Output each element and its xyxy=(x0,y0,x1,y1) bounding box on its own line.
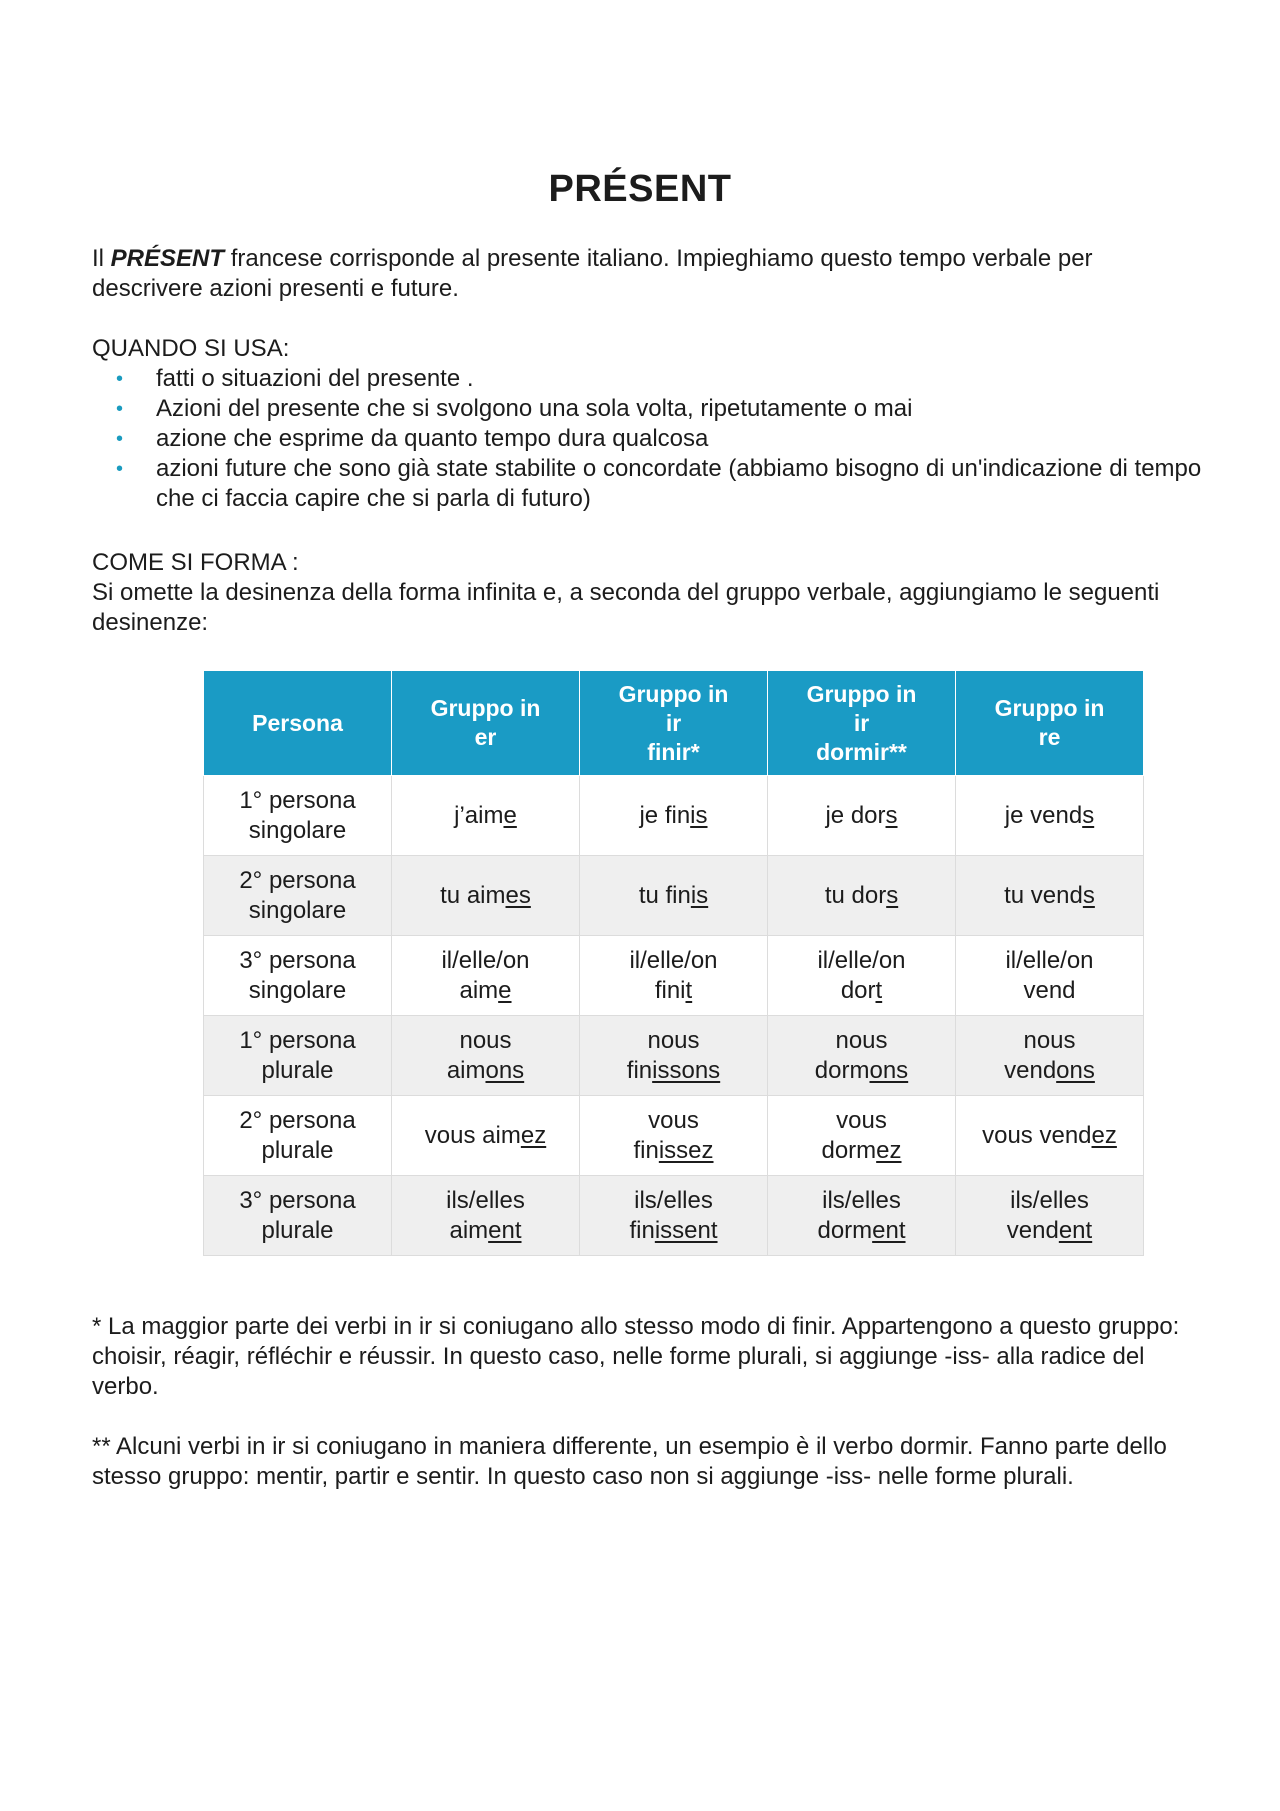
conjugation-line xyxy=(586,1056,761,1086)
column-header xyxy=(392,671,580,776)
table-row xyxy=(204,1096,1144,1176)
formation-section xyxy=(92,548,1202,638)
verb-stem: aim xyxy=(459,976,499,1004)
conjugation-line xyxy=(398,881,573,911)
verb-stem: fin xyxy=(629,1216,655,1244)
conjugation-line xyxy=(774,946,949,976)
footnote-dormir: ** Alcuni verbi in ir si coniugano in maniera differente, un esempio è il verbo dormir. Fanno parte dello stesso gruppo: mentir, partir e sentir. In questo caso non si aggiunge -iss- nelle forme plurali. xyxy=(92,1433,1167,1490)
verb-stem: aim xyxy=(446,1056,486,1084)
table-row xyxy=(204,936,1144,1016)
bullet-icon: • xyxy=(116,398,124,420)
verb-ending: t xyxy=(875,976,883,1004)
verb-ending: e xyxy=(503,801,517,829)
verb-stem: ils/elles xyxy=(634,1186,713,1214)
verb-ending: ent xyxy=(1058,1216,1093,1244)
bullet-icon: • xyxy=(116,428,124,450)
persona-cell xyxy=(204,856,392,936)
verb-ending: ez xyxy=(520,1121,547,1149)
conjugation-cell xyxy=(392,1016,580,1096)
persona-cell xyxy=(204,936,392,1016)
conjugation-line xyxy=(774,1186,949,1216)
conjugation-cell xyxy=(392,936,580,1016)
verb-stem: ils/elles xyxy=(446,1186,525,1214)
verb-stem: il/elle/on xyxy=(629,946,718,974)
verb-ending: s xyxy=(885,801,898,829)
verb-ending: s xyxy=(1082,801,1095,829)
conjugation-line xyxy=(586,1216,761,1246)
conjugation-line xyxy=(398,1056,573,1086)
verb-stem: fin xyxy=(626,1056,653,1084)
conjugation-cell xyxy=(956,1016,1144,1096)
list-item xyxy=(92,424,1202,454)
usage-item-text: azione che esprime da quanto tempo dura qualcosa xyxy=(156,425,709,452)
intro-line-1 xyxy=(92,244,1202,274)
conjugation-line xyxy=(586,801,761,831)
conjugation-line xyxy=(586,946,761,976)
formation-heading: COME SI FORMA : xyxy=(92,549,299,576)
conjugation-line xyxy=(398,1026,573,1056)
conjugation-line xyxy=(774,976,949,1006)
conjugation-table xyxy=(203,670,1144,1256)
verb-stem: fin xyxy=(633,1136,659,1164)
persona-line: plurale xyxy=(261,1216,334,1244)
verb-ending: e xyxy=(498,976,512,1004)
verb-stem: vend xyxy=(1004,1056,1057,1084)
conjugation-line xyxy=(586,1026,761,1056)
conjugation-line xyxy=(962,1121,1137,1151)
conjugation-line xyxy=(398,1186,573,1216)
list-item xyxy=(92,454,1202,514)
table-row xyxy=(204,1016,1144,1096)
verb-stem: je vend xyxy=(1004,801,1083,829)
conjugation-line xyxy=(398,1216,573,1246)
persona-line: singolare xyxy=(248,816,347,844)
column-header-line: Gruppo in xyxy=(618,680,729,707)
persona-line: 2° persona xyxy=(239,866,356,894)
conjugation-line xyxy=(774,1106,949,1136)
column-header-line: Gruppo in xyxy=(994,695,1105,721)
column-header xyxy=(768,671,956,776)
usage-list xyxy=(92,364,1202,514)
verb-stem: il/elle/on xyxy=(817,946,906,974)
usage-item-text: Azioni del presente che si svolgono una sola volta, ripetutamente o mai xyxy=(156,395,913,422)
persona-line: 2° persona xyxy=(239,1106,356,1134)
verb-ending: ons xyxy=(1056,1056,1095,1084)
conjugation-line xyxy=(774,1216,949,1246)
conjugation-cell xyxy=(580,776,768,856)
verb-ending: ez xyxy=(1091,1121,1117,1149)
usage-item-text: azioni future che sono già state stabilite o concordate (abbiamo bisogno di un'indicazione di tempo che ci faccia capire che si parla di futuro) xyxy=(156,455,1202,512)
column-header-line: Gruppo in xyxy=(806,680,917,707)
conjugation-line xyxy=(586,1186,761,1216)
conjugation-line xyxy=(774,1136,949,1166)
intro-paragraph xyxy=(92,244,1202,304)
verb-stem: je fin xyxy=(639,801,691,829)
verb-stem: j’aim xyxy=(454,801,504,829)
column-header-line: finir* xyxy=(647,738,700,765)
conjugation-cell xyxy=(768,856,956,936)
conjugation-line xyxy=(962,1026,1137,1056)
column-header-line: re xyxy=(1038,724,1061,750)
list-item xyxy=(92,364,1202,394)
persona-cell xyxy=(204,1016,392,1096)
persona-line: singolare xyxy=(248,976,347,1004)
column-header-line: Gruppo in xyxy=(430,695,541,721)
conjugation-line xyxy=(586,1106,761,1136)
conjugation-cell xyxy=(392,1096,580,1176)
table-row xyxy=(204,856,1144,936)
verb-stem: dor xyxy=(840,976,876,1004)
verb-ending: ons xyxy=(485,1056,525,1084)
verb-stem: tu fin xyxy=(638,881,691,909)
conjugation-line xyxy=(774,1056,949,1086)
verb-stem: vous vend xyxy=(982,1121,1092,1149)
persona-cell xyxy=(204,1096,392,1176)
conjugation-line xyxy=(962,1186,1137,1216)
formation-text: Si omette la desinenza della forma infinita e, a seconda del gruppo verbale, aggiungiamo le seguenti desinenze: xyxy=(92,579,1160,636)
conjugation-line xyxy=(962,801,1137,831)
verb-stem: fini xyxy=(654,976,686,1004)
persona-line: 3° persona xyxy=(239,1186,356,1214)
persona-cell xyxy=(204,1176,392,1256)
verb-ending: ent xyxy=(872,1216,906,1244)
verb-ending: ons xyxy=(869,1056,909,1084)
conjugation-cell xyxy=(768,1176,956,1256)
column-header-line: dormir** xyxy=(816,738,907,765)
conjugation-line xyxy=(962,1056,1137,1086)
conjugation-line xyxy=(962,881,1137,911)
conjugation-cell xyxy=(956,936,1144,1016)
verb-ending: is xyxy=(690,801,708,829)
conjugation-line xyxy=(586,881,761,911)
verb-stem: vous xyxy=(648,1106,699,1134)
table-row xyxy=(204,1176,1144,1256)
intro-line-1-rest: francese corrisponde al presente italiano. Impieghiamo questo tempo verbale per xyxy=(224,245,1093,272)
verb-stem: ils/elles xyxy=(1010,1186,1089,1214)
conjugation-cell xyxy=(768,1016,956,1096)
verb-stem: nous xyxy=(835,1026,888,1054)
verb-stem: dorm xyxy=(814,1056,870,1084)
verb-ending: ent xyxy=(488,1216,522,1244)
page-title: PRÉSENT xyxy=(548,168,732,210)
conjugation-line xyxy=(586,976,761,1006)
verb-stem: nous xyxy=(1023,1026,1076,1054)
column-header xyxy=(956,671,1144,776)
conjugation-cell xyxy=(392,1176,580,1256)
verb-stem: je dor xyxy=(825,801,886,829)
table-row xyxy=(204,776,1144,856)
conjugation-cell xyxy=(768,936,956,1016)
intro-emphasis: PRÉSENT xyxy=(110,245,225,272)
table-body xyxy=(204,776,1144,1256)
conjugation-line xyxy=(398,1121,573,1151)
conjugation-cell xyxy=(580,1176,768,1256)
verb-ending: issez xyxy=(658,1136,714,1164)
persona-line: plurale xyxy=(261,1056,334,1084)
conjugation-cell xyxy=(956,776,1144,856)
footnote-finir: * La maggior parte dei verbi in ir si coniugano allo stesso modo di finir. Appartengono a questo gruppo: choisir, réagir, réfléchir e réussir. In questo caso, nelle forme plurali, si aggiunge -iss- alla radice del verbo. xyxy=(92,1313,1180,1400)
conjugation-cell xyxy=(956,856,1144,936)
verb-stem: vend xyxy=(1006,1216,1059,1244)
persona-line: 3° persona xyxy=(239,946,356,974)
verb-stem: vend xyxy=(1023,976,1076,1004)
conjugation-cell xyxy=(580,1016,768,1096)
intro-prefix: Il xyxy=(92,245,111,272)
conjugation-cell xyxy=(768,1096,956,1176)
persona-line: 1° persona xyxy=(239,1026,356,1054)
persona-line: 1° persona xyxy=(239,786,356,814)
conjugation-line xyxy=(774,801,949,831)
conjugation-line xyxy=(398,801,573,831)
conjugation-line xyxy=(962,1216,1137,1246)
conjugation-cell xyxy=(768,776,956,856)
column-header-line: er xyxy=(474,724,497,750)
verb-stem: aim xyxy=(449,1216,489,1244)
usage-item-text: fatti o situazioni del presente . xyxy=(156,365,474,392)
verb-ending: s xyxy=(886,881,899,909)
verb-stem: tu dor xyxy=(824,881,887,909)
column-header-line: ir xyxy=(665,709,682,736)
persona-cell xyxy=(204,776,392,856)
verb-stem: dorm xyxy=(817,1216,873,1244)
conjugation-cell xyxy=(392,776,580,856)
usage-heading: QUANDO SI USA: xyxy=(92,335,290,362)
conjugation-line xyxy=(962,946,1137,976)
verb-stem: dorm xyxy=(821,1136,877,1164)
usage-section xyxy=(92,334,1202,514)
verb-stem: tu aim xyxy=(440,881,506,909)
intro-line-2: descrivere azioni presenti e future. xyxy=(92,275,459,302)
column-header xyxy=(204,671,392,776)
conjugation-line xyxy=(962,976,1137,1006)
verb-stem: vous xyxy=(836,1106,887,1134)
verb-ending: issons xyxy=(652,1056,721,1084)
conjugation-line xyxy=(774,1026,949,1056)
conjugation-line xyxy=(398,946,573,976)
conjugation-cell xyxy=(580,1096,768,1176)
verb-stem: ils/elles xyxy=(822,1186,901,1214)
verb-ending: s xyxy=(1082,881,1095,909)
verb-stem: nous xyxy=(647,1026,700,1054)
column-header-line: ir xyxy=(853,709,870,736)
conjugation-line xyxy=(586,1136,761,1166)
conjugation-cell xyxy=(580,936,768,1016)
verb-stem: il/elle/on xyxy=(1005,946,1094,974)
verb-stem: vous aim xyxy=(424,1121,521,1149)
verb-stem: il/elle/on xyxy=(441,946,530,974)
bullet-icon: • xyxy=(116,368,124,390)
verb-stem: nous xyxy=(459,1026,512,1054)
verb-ending: t xyxy=(685,976,693,1004)
persona-line: plurale xyxy=(261,1136,334,1164)
bullet-icon: • xyxy=(116,458,124,480)
verb-ending: es xyxy=(505,881,531,909)
column-header-line: Persona xyxy=(252,709,343,736)
list-item xyxy=(92,394,1202,424)
conjugation-cell xyxy=(580,856,768,936)
verb-ending: is xyxy=(690,881,709,909)
verb-ending: issent xyxy=(654,1216,718,1244)
table-header-row xyxy=(204,671,1144,776)
column-header xyxy=(580,671,768,776)
verb-stem: tu vend xyxy=(1004,881,1083,909)
conjugation-cell xyxy=(956,1176,1144,1256)
conjugation-cell xyxy=(392,856,580,936)
persona-line: singolare xyxy=(248,896,347,924)
verb-ending: ez xyxy=(876,1136,902,1164)
conjugation-line xyxy=(398,976,573,1006)
conjugation-line xyxy=(774,881,949,911)
conjugation-cell xyxy=(956,1096,1144,1176)
